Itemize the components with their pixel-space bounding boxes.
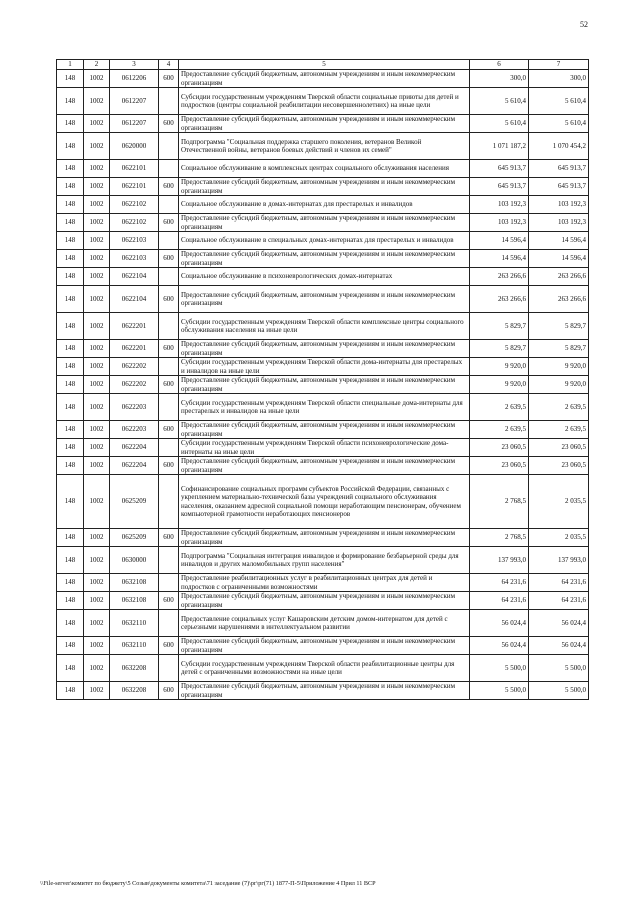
target-article-cell: 0622201 [110, 313, 159, 340]
amount-cell: 103 192,3 [529, 196, 589, 214]
description-cell: Предоставление субсидий бюджетным, автономным учреждениям и иным некоммерческим организациям [179, 340, 470, 358]
column-header: 1 [57, 60, 84, 70]
row-code-cell: 148 [57, 439, 84, 457]
target-article-cell: 0622101 [110, 178, 159, 196]
section-code-cell: 1002 [84, 376, 110, 394]
table-row [57, 457, 589, 475]
amount-cell: 56 024,4 [529, 610, 589, 637]
target-article-cell: 0622103 [110, 232, 159, 250]
expense-type-cell: 600 [159, 637, 179, 655]
column-header: 7 [529, 60, 589, 70]
row-code-cell: 148 [57, 286, 84, 313]
section-code-cell: 1002 [84, 214, 110, 232]
expense-type-cell [159, 196, 179, 214]
amount-cell: 23 060,5 [529, 439, 589, 457]
amount-cell: 2 768,5 [470, 475, 529, 529]
row-code-cell: 148 [57, 340, 84, 358]
amount-cell: 300,0 [470, 70, 529, 88]
amount-cell: 5 829,7 [529, 313, 589, 340]
table-row [57, 547, 589, 574]
table-row [57, 286, 589, 313]
row-code-cell: 148 [57, 637, 84, 655]
section-code-cell: 1002 [84, 610, 110, 637]
amount-cell: 5 829,7 [529, 340, 589, 358]
amount-cell: 1 070 454,2 [529, 133, 589, 160]
amount-cell: 64 231,6 [470, 574, 529, 592]
row-code-cell: 148 [57, 133, 84, 160]
expense-type-cell [159, 547, 179, 574]
target-article-cell: 0625209 [110, 475, 159, 529]
description-cell: Предоставление субсидий бюджетным, автономным учреждениям и иным некоммерческим организациям [179, 529, 470, 547]
amount-cell: 263 266,6 [470, 286, 529, 313]
section-code-cell: 1002 [84, 592, 110, 610]
section-code-cell: 1002 [84, 358, 110, 376]
row-code-cell: 148 [57, 160, 84, 178]
expense-type-cell [159, 394, 179, 421]
table-row [57, 313, 589, 340]
target-article-cell: 0625209 [110, 529, 159, 547]
row-code-cell: 148 [57, 574, 84, 592]
amount-cell: 5 500,0 [470, 682, 529, 700]
column-header: 3 [110, 60, 159, 70]
section-code-cell: 1002 [84, 196, 110, 214]
table-row [57, 196, 589, 214]
expense-type-cell [159, 268, 179, 286]
expense-type-cell: 600 [159, 682, 179, 700]
expense-type-cell: 600 [159, 457, 179, 475]
section-code-cell: 1002 [84, 475, 110, 529]
amount-cell: 23 060,5 [529, 457, 589, 475]
expense-type-cell: 600 [159, 592, 179, 610]
amount-cell: 5 610,4 [529, 115, 589, 133]
amount-cell: 263 266,6 [529, 268, 589, 286]
section-code-cell: 1002 [84, 88, 110, 115]
section-code-cell: 1002 [84, 421, 110, 439]
amount-cell: 5 500,0 [470, 655, 529, 682]
amount-cell: 5 610,4 [529, 88, 589, 115]
row-code-cell: 148 [57, 529, 84, 547]
target-article-cell: 0632108 [110, 574, 159, 592]
description-cell: Предоставление субсидий бюджетным, автономным учреждениям и иным некоммерческим организациям [179, 421, 470, 439]
target-article-cell: 0622104 [110, 286, 159, 313]
row-code-cell: 148 [57, 376, 84, 394]
row-code-cell: 148 [57, 547, 84, 574]
target-article-cell: 0632110 [110, 610, 159, 637]
target-article-cell: 0622101 [110, 160, 159, 178]
expense-type-cell [159, 655, 179, 682]
table-row [57, 250, 589, 268]
amount-cell: 1 071 187,2 [470, 133, 529, 160]
row-code-cell: 148 [57, 475, 84, 529]
section-code-cell: 1002 [84, 394, 110, 421]
target-article-cell: 0622203 [110, 421, 159, 439]
expense-type-cell [159, 439, 179, 457]
section-code-cell: 1002 [84, 439, 110, 457]
target-article-cell: 0622204 [110, 457, 159, 475]
description-cell: Субсидии государственным учреждениям Тверской области дома-интернаты для престарелых и инвалидов на иные цели [179, 358, 470, 376]
column-header: 2 [84, 60, 110, 70]
table-row [57, 115, 589, 133]
table-row [57, 214, 589, 232]
section-code-cell: 1002 [84, 268, 110, 286]
table-row [57, 655, 589, 682]
row-code-cell: 148 [57, 394, 84, 421]
description-cell: Предоставление субсидий бюджетным, автономным учреждениям и иным некоммерческим организациям [179, 115, 470, 133]
description-cell: Предоставление субсидий бюджетным, автономным учреждениям и иным некоммерческим организациям [179, 376, 470, 394]
target-article-cell: 0622202 [110, 376, 159, 394]
target-article-cell: 0622102 [110, 196, 159, 214]
table-row [57, 70, 589, 88]
amount-cell: 64 231,6 [529, 592, 589, 610]
description-cell: Предоставление субсидий бюджетным, автономным учреждениям и иным некоммерческим организациям [179, 214, 470, 232]
amount-cell: 2 035,5 [529, 475, 589, 529]
section-code-cell: 1002 [84, 232, 110, 250]
table-row [57, 376, 589, 394]
section-code-cell: 1002 [84, 574, 110, 592]
section-code-cell: 1002 [84, 115, 110, 133]
page-number: 52 [580, 20, 588, 29]
expense-type-cell [159, 160, 179, 178]
table-row [57, 268, 589, 286]
row-code-cell: 148 [57, 682, 84, 700]
target-article-cell: 0632108 [110, 592, 159, 610]
amount-cell: 64 231,6 [470, 592, 529, 610]
expense-type-cell [159, 88, 179, 115]
amount-cell: 103 192,3 [529, 214, 589, 232]
table-row [57, 682, 589, 700]
column-header: 6 [470, 60, 529, 70]
description-cell: Предоставление субсидий бюджетным, автономным учреждениям и иным некоммерческим организациям [179, 457, 470, 475]
expense-type-cell: 600 [159, 286, 179, 313]
row-code-cell: 148 [57, 592, 84, 610]
description-cell: Субсидии государственным учреждениям Тверской области комплексные центры социального обслуживания населения на иные цели [179, 313, 470, 340]
row-code-cell: 148 [57, 88, 84, 115]
description-cell: Предоставление субсидий бюджетным, автономным учреждениям и иным некоммерческим организациям [179, 286, 470, 313]
amount-cell: 56 024,4 [470, 637, 529, 655]
amount-cell: 5 829,7 [470, 313, 529, 340]
description-cell: Предоставление реабилитационных услуг в реабилитационных центрах для детей и подростков с ограниченными возможностями [179, 574, 470, 592]
row-code-cell: 148 [57, 115, 84, 133]
amount-cell: 300,0 [529, 70, 589, 88]
amount-cell: 645 913,7 [529, 178, 589, 196]
amount-cell: 64 231,6 [529, 574, 589, 592]
description-cell: Предоставление субсидий бюджетным, автономным учреждениям и иным некоммерческим организациям [179, 592, 470, 610]
description-cell: Субсидии государственным учреждениям Тверской области специальные дома-интернаты для престарелых и инвалидов на иные цели [179, 394, 470, 421]
section-code-cell: 1002 [84, 655, 110, 682]
expense-type-cell [159, 133, 179, 160]
description-cell: Подпрограмма "Социальная интеграция инвалидов и формирование безбарьерной среды для инвалидов и других маломобильных групп населения" [179, 547, 470, 574]
description-cell: Софинансирование социальных программ субъектов Российской Федерации, связанных с укреплением материально-технической базы учреждений социального обслуживания населения, оказанием адресной социальной помощи неработающим пенсионерам, обучением компьютерной грамотности неработающих пенсионеров [179, 475, 470, 529]
target-article-cell: 0622103 [110, 250, 159, 268]
amount-cell: 263 266,6 [529, 286, 589, 313]
amount-cell: 263 266,6 [470, 268, 529, 286]
amount-cell: 14 596,4 [529, 250, 589, 268]
section-code-cell: 1002 [84, 637, 110, 655]
description-cell: Предоставление субсидий бюджетным, автономным учреждениям и иным некоммерческим организациям [179, 70, 470, 88]
target-article-cell: 0622202 [110, 358, 159, 376]
expense-type-cell: 600 [159, 214, 179, 232]
table-row [57, 439, 589, 457]
amount-cell: 5 829,7 [470, 340, 529, 358]
table-row [57, 358, 589, 376]
target-article-cell: 0632208 [110, 682, 159, 700]
table-row [57, 529, 589, 547]
table-row [57, 592, 589, 610]
section-code-cell: 1002 [84, 340, 110, 358]
target-article-cell: 0630000 [110, 547, 159, 574]
table-row [57, 88, 589, 115]
amount-cell: 645 913,7 [529, 160, 589, 178]
amount-cell: 56 024,4 [470, 610, 529, 637]
amount-cell: 9 920,0 [470, 358, 529, 376]
section-code-cell: 1002 [84, 250, 110, 268]
table-row [57, 394, 589, 421]
amount-cell: 5 610,4 [470, 115, 529, 133]
amount-cell: 5 500,0 [529, 682, 589, 700]
target-article-cell: 0622102 [110, 214, 159, 232]
section-code-cell: 1002 [84, 529, 110, 547]
expense-type-cell: 600 [159, 178, 179, 196]
description-cell: Социальное обслуживание в домах-интернатах для престарелых и инвалидов [179, 196, 470, 214]
amount-cell: 103 192,3 [470, 214, 529, 232]
section-code-cell: 1002 [84, 286, 110, 313]
amount-cell: 2 639,5 [470, 394, 529, 421]
section-code-cell: 1002 [84, 160, 110, 178]
description-cell: Предоставление субсидий бюджетным, автономным учреждениям и иным некоммерческим организациям [179, 250, 470, 268]
amount-cell: 56 024,4 [529, 637, 589, 655]
table-row [57, 160, 589, 178]
amount-cell: 645 913,7 [470, 178, 529, 196]
row-code-cell: 148 [57, 250, 84, 268]
expense-type-cell: 600 [159, 115, 179, 133]
amount-cell: 9 920,0 [470, 376, 529, 394]
target-article-cell: 0612207 [110, 88, 159, 115]
section-code-cell: 1002 [84, 547, 110, 574]
table-row [57, 610, 589, 637]
section-code-cell: 1002 [84, 70, 110, 88]
table-row [57, 232, 589, 250]
amount-cell: 137 993,0 [529, 547, 589, 574]
amount-cell: 2 035,5 [529, 529, 589, 547]
description-cell: Предоставление социальных услуг Кашаровским детским домом-интернатом для детей с серьезными нарушениями в интеллектуальном развитии [179, 610, 470, 637]
amount-cell: 2 639,5 [470, 421, 529, 439]
row-code-cell: 148 [57, 196, 84, 214]
amount-cell: 137 993,0 [470, 547, 529, 574]
budget-table [56, 59, 589, 700]
table-row [57, 178, 589, 196]
row-code-cell: 148 [57, 214, 84, 232]
target-article-cell: 0612206 [110, 70, 159, 88]
amount-cell: 2 768,5 [470, 529, 529, 547]
expense-type-cell: 600 [159, 250, 179, 268]
description-cell: Предоставление субсидий бюджетным, автономным учреждениям и иным некоммерческим организациям [179, 637, 470, 655]
amount-cell: 2 639,5 [529, 421, 589, 439]
table-row [57, 340, 589, 358]
amount-cell: 9 920,0 [529, 376, 589, 394]
row-code-cell: 148 [57, 421, 84, 439]
target-article-cell: 0620000 [110, 133, 159, 160]
section-code-cell: 1002 [84, 133, 110, 160]
table-row [57, 637, 589, 655]
description-cell: Подпрограмма "Социальная поддержка старшего поколения, ветеранов Великой Отечественной войны, ветеранов боевых действий и членов их семей" [179, 133, 470, 160]
expense-type-cell [159, 232, 179, 250]
row-code-cell: 148 [57, 232, 84, 250]
amount-cell: 14 596,4 [470, 232, 529, 250]
description-cell: Субсидии государственным учреждениям Тверской области реабилитационные центры для детей с ограниченными возможностями на иные цели [179, 655, 470, 682]
section-code-cell: 1002 [84, 682, 110, 700]
target-article-cell: 0622104 [110, 268, 159, 286]
row-code-cell: 148 [57, 70, 84, 88]
description-cell: Предоставление субсидий бюджетным, автономным учреждениям и иным некоммерческим организациям [179, 178, 470, 196]
target-article-cell: 0612207 [110, 115, 159, 133]
amount-cell: 14 596,4 [529, 232, 589, 250]
amount-cell: 5 500,0 [529, 655, 589, 682]
target-article-cell: 0632208 [110, 655, 159, 682]
row-code-cell: 148 [57, 610, 84, 637]
description-cell: Социальное обслуживание в комплексных центрах социального обслуживания населения [179, 160, 470, 178]
amount-cell: 645 913,7 [470, 160, 529, 178]
description-cell: Субсидии государственным учреждениям Тверской области психоневрологические дома-интернаты на иные цели [179, 439, 470, 457]
amount-cell: 23 060,5 [470, 439, 529, 457]
column-header: 4 [159, 60, 179, 70]
expense-type-cell: 600 [159, 376, 179, 394]
table-row [57, 475, 589, 529]
table-row [57, 421, 589, 439]
amount-cell: 9 920,0 [529, 358, 589, 376]
amount-cell: 5 610,4 [470, 88, 529, 115]
expense-type-cell [159, 475, 179, 529]
row-code-cell: 148 [57, 655, 84, 682]
row-code-cell: 148 [57, 268, 84, 286]
expense-type-cell [159, 358, 179, 376]
target-article-cell: 0622203 [110, 394, 159, 421]
table-header-row [57, 60, 589, 70]
file-path-footer: \\File-server\комитет по бюджету\5 Созыв\документы комитета\71 заседание (7)\рг\рг(71) 1877-П-5\Приложение 4 Прил 11 ВСР [40, 880, 376, 887]
target-article-cell: 0632110 [110, 637, 159, 655]
section-code-cell: 1002 [84, 457, 110, 475]
amount-cell: 2 639,5 [529, 394, 589, 421]
target-article-cell: 0622204 [110, 439, 159, 457]
description-cell: Предоставление субсидий бюджетным, автономным учреждениям и иным некоммерческим организациям [179, 682, 470, 700]
description-cell: Субсидии государственным учреждениям Тверской области социальные приюты для детей и подростков (центры социальной реабилитации несовершеннолетних) на иные цели [179, 88, 470, 115]
row-code-cell: 148 [57, 358, 84, 376]
expense-type-cell: 600 [159, 529, 179, 547]
expense-type-cell: 600 [159, 340, 179, 358]
expense-type-cell [159, 574, 179, 592]
amount-cell: 103 192,3 [470, 196, 529, 214]
table-row [57, 133, 589, 160]
description-cell: Социальное обслуживание в психоневрологических домах-интернатах [179, 268, 470, 286]
row-code-cell: 148 [57, 313, 84, 340]
row-code-cell: 148 [57, 178, 84, 196]
expense-type-cell [159, 610, 179, 637]
table-row [57, 574, 589, 592]
expense-type-cell: 600 [159, 70, 179, 88]
expense-type-cell: 600 [159, 421, 179, 439]
section-code-cell: 1002 [84, 178, 110, 196]
amount-cell: 14 596,4 [470, 250, 529, 268]
description-cell: Социальное обслуживание в специальных домах-интернатах для престарелых и инвалидов [179, 232, 470, 250]
amount-cell: 23 060,5 [470, 457, 529, 475]
target-article-cell: 0622201 [110, 340, 159, 358]
section-code-cell: 1002 [84, 313, 110, 340]
row-code-cell: 148 [57, 457, 84, 475]
expense-type-cell [159, 313, 179, 340]
column-header: 5 [179, 60, 470, 70]
